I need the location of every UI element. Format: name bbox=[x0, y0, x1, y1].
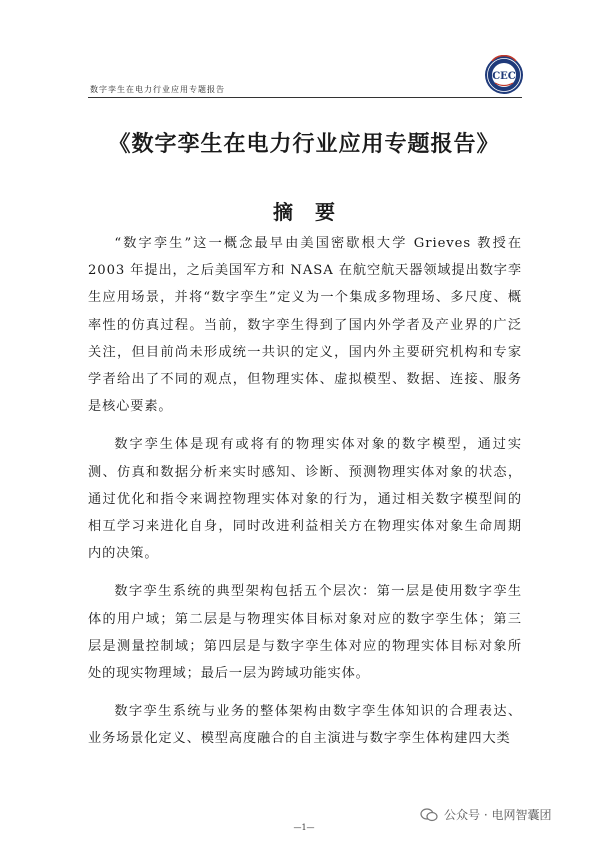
abstract-heading: 摘要 bbox=[273, 200, 357, 224]
header-divider bbox=[88, 97, 522, 98]
document-title: 《数字孪生在电力行业应用专题报告》 bbox=[108, 131, 500, 157]
page-number: —1— bbox=[293, 823, 315, 832]
watermark-text: 公众号 · 电网智囊团 bbox=[444, 808, 552, 822]
paragraph-2: 数字孪生体是现有或将有的物理实体对象的数字模型，通过实测、仿真和数据分析来实时感知、诊断、预测物理实体对象的状态，通过优化和指令来调控物理实体对象的行为，通过相关数字模型间的相互学习来进化自身，同时改进利益相关方在物理实体对象生命周期内的决策。 bbox=[88, 437, 522, 562]
organization-logo bbox=[484, 55, 524, 95]
paragraph-1: “数字孪生”这一概念最早由美国密歇根大学 Grieves 教授在 2003 年提出，之后美国军方和 NASA 在航空航天器领域提出数字孪生应用场景，并将“数字孪生”定义为一个集成多物理场、多尺度、概率性的仿真过程。当前，数字孪生得到了国内外学者及产业界的广泛关注，但目前尚未形成统一共识的定义，国内外主要研究机构和专家学者给出了不同的观点，但物理实体、虚拟模型、数据、连接、服务是核心要素。 bbox=[88, 236, 522, 415]
wechat-watermark bbox=[420, 806, 551, 823]
wechat-icon bbox=[420, 808, 438, 822]
abstract-body bbox=[88, 230, 522, 764]
svg-text:CEC: CEC bbox=[492, 71, 516, 82]
running-header: 数字孪生在电力行业应用专题报告 bbox=[90, 85, 225, 94]
paragraph-3: 数字孪生系统的典型架构包括五个层次：第一层是使用数字孪生体的用户域；第二层是与物理实体目标对象对应的数字孪生体；第三层是测量控制域；第四层是与数字孪生体对应的物理实体目标对象所处的现实物理域；最后一层为跨域功能实体。 bbox=[88, 584, 522, 682]
paragraph-4: 数字孪生系统与业务的整体架构由数字孪生体知识的合理表达、业务场景化定义、模型高度融合的自主演进与数字孪生体构建四大类 bbox=[88, 704, 522, 747]
